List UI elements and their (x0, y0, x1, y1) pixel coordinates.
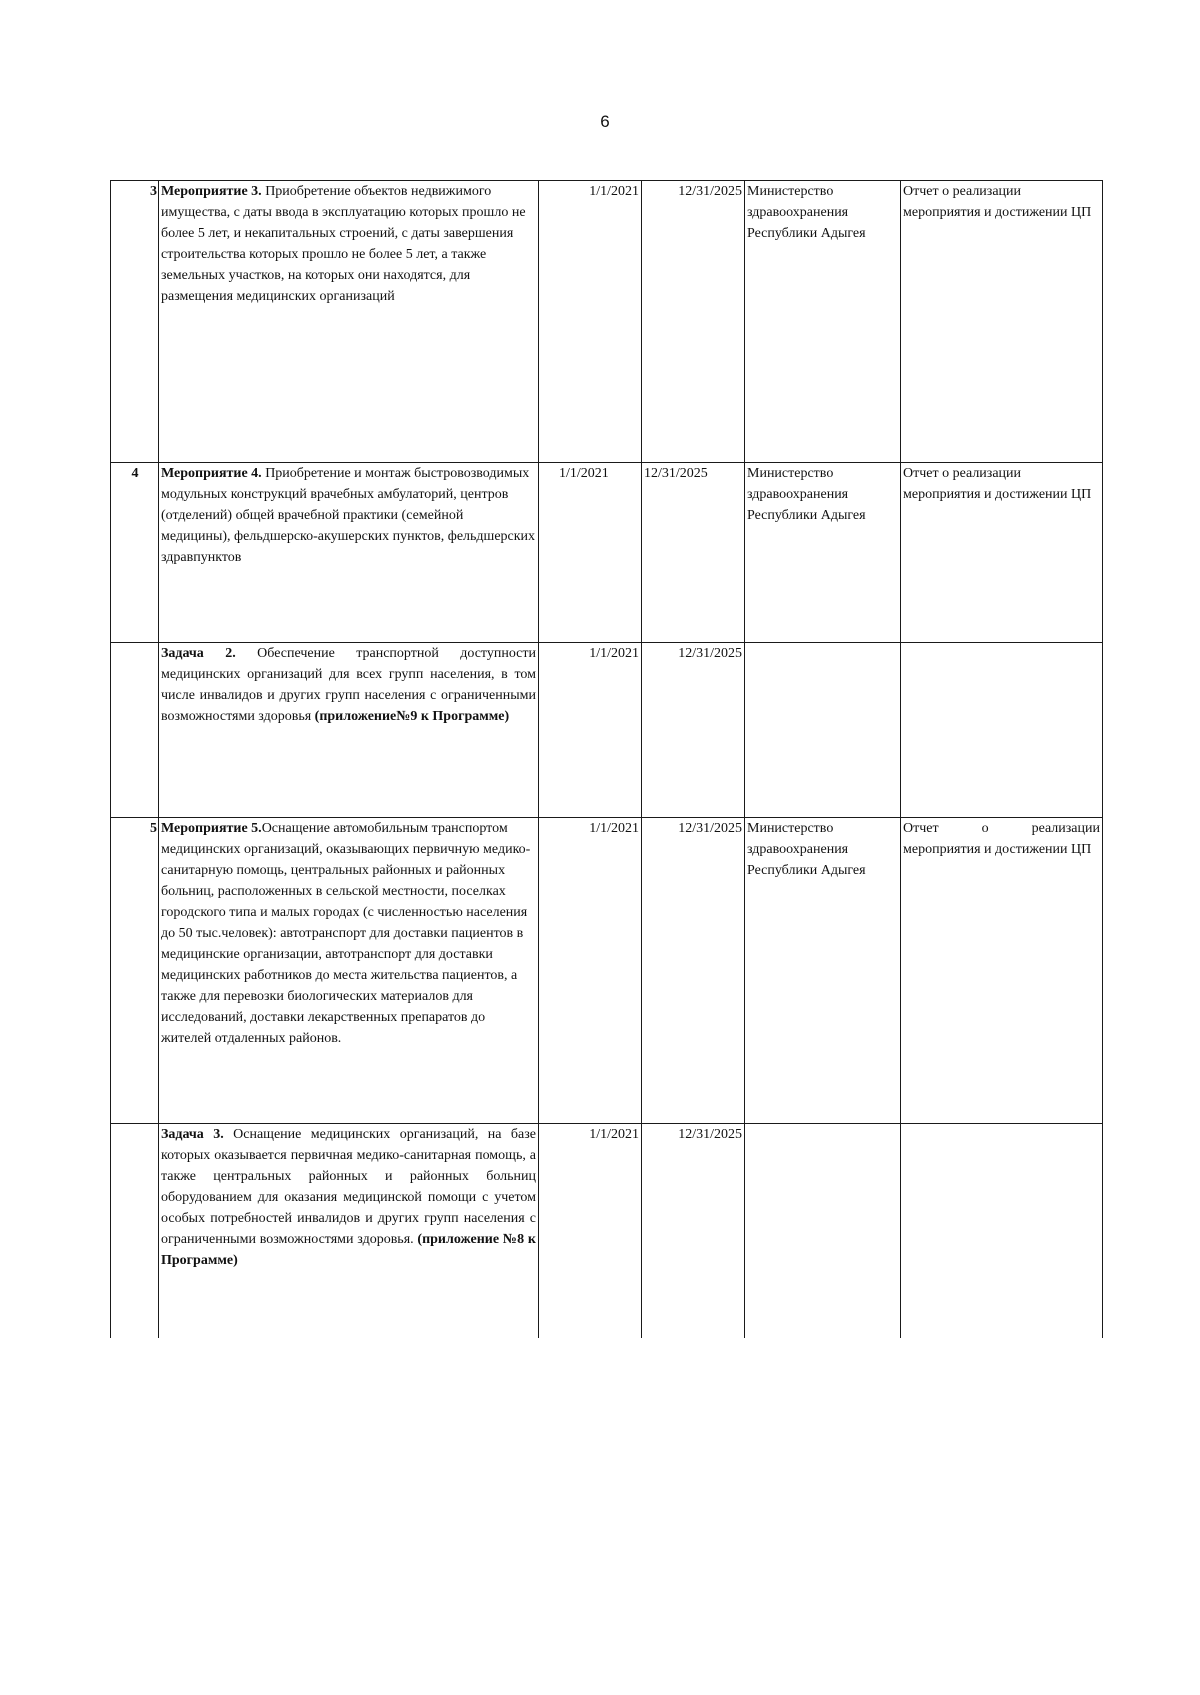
row-number: 3 (111, 181, 159, 463)
row-title-bold: Мероприятие 3. (161, 184, 262, 199)
row-number (111, 1124, 159, 1338)
executor: Министерство здравоохранения Республики Адыгея (745, 463, 901, 643)
row-title-text: Приобретение и монтаж быстровозводимых модульных конструкций врачебных амбулаторий, центров (отделений) общей врачебной практики (семейной медицины), фельдшерско-акушерских пунктов, фельдшерских здравпунктов (161, 466, 536, 565)
result: Отчет о реализации мероприятия и достижении ЦП (901, 463, 1103, 643)
row-description (159, 181, 539, 463)
table-row (111, 181, 1103, 463)
row-title-text: Оснащение автомобильным транспортом медицинских организаций, оказывающих первичную медико-санитарную помощь, центральных районных и районных больниц, расположенных в сельской местности, поселках городского типа и малых городах (с численностью населения до 50 тыс.человек): автотранспорт для доставки пациентов в медицинские организации, автотранспорт для доставки медицинских работников до места жительства пациентов, а также для перевозки биологических материалов для исследований, доставки лекарственных препаратов до жителей отдаленных районов. (161, 821, 531, 1046)
executor: Министерство здравоохранения Республики Адыгея (745, 181, 901, 463)
result: Отчет о реализации мероприятия и достижении ЦП (901, 181, 1103, 463)
row-title-bold-tail: (приложение№9 к Программе) (314, 709, 510, 724)
start-date: 1/1/2021 (539, 818, 642, 1124)
row-title-bold: Задача 3. (161, 1127, 224, 1142)
row-number (111, 643, 159, 818)
activities-table (110, 180, 1103, 1338)
row-description (159, 463, 539, 643)
end-date: 12/31/2025 (642, 181, 745, 463)
table-row (111, 818, 1103, 1124)
row-title-bold-tail: (приложение №8 к Программе) (161, 1232, 536, 1268)
row-number: 5 (111, 818, 159, 1124)
row-title-bold: Мероприятие 5. (161, 821, 262, 836)
table-row (111, 1124, 1103, 1338)
start-date: 1/1/2021 (539, 463, 642, 643)
end-date: 12/31/2025 (642, 818, 745, 1124)
result (901, 643, 1103, 818)
end-date: 12/31/2025 (642, 1124, 745, 1338)
start-date: 1/1/2021 (539, 1124, 642, 1338)
start-date: 1/1/2021 (539, 643, 642, 818)
result: Отчет о реализации мероприятия и достижении ЦП (901, 818, 1103, 1124)
row-title-bold: Мероприятие 4. (161, 466, 262, 481)
row-title-text: Приобретение объектов недвижимого имущества, с даты ввода в эксплуатацию которых прошло не более 5 лет, и некапитальных строений, с даты завершения строительства которых прошло не более 5 лет, а также земельных участков, на которых они находятся, для размещения медицинских организаций (161, 184, 526, 304)
row-title-text: Обеспечение транспортной доступности медицинских организаций для всех групп населения, в том числе инвалидов и других групп населения с ограниченными возможностями здоровья (161, 646, 537, 724)
executor (745, 643, 901, 818)
table-row (111, 643, 1103, 818)
table-row (111, 463, 1103, 643)
row-number: 4 (111, 463, 159, 643)
page-number: 6 (600, 112, 610, 131)
end-date: 12/31/2025 (642, 643, 745, 818)
row-title-text: Оснащение медицинских организаций, на базе которых оказывается первичная медико-санитарная помощь, а также центральных районных и районных больниц оборудованием для оказания медицинской помощи с учетом особых потребностей инвалидов и других групп населения с ограниченными возможностями здоровья. (161, 1127, 536, 1247)
result (901, 1124, 1103, 1338)
executor: Министерство здравоохранения Республики Адыгея (745, 818, 901, 1124)
start-date: 1/1/2021 (539, 181, 642, 463)
executor (745, 1124, 901, 1338)
row-title-bold: Задача 2. (161, 646, 236, 661)
row-description (159, 818, 539, 1124)
row-description (159, 643, 539, 818)
row-description (159, 1124, 539, 1338)
end-date: 12/31/2025 (642, 463, 745, 643)
